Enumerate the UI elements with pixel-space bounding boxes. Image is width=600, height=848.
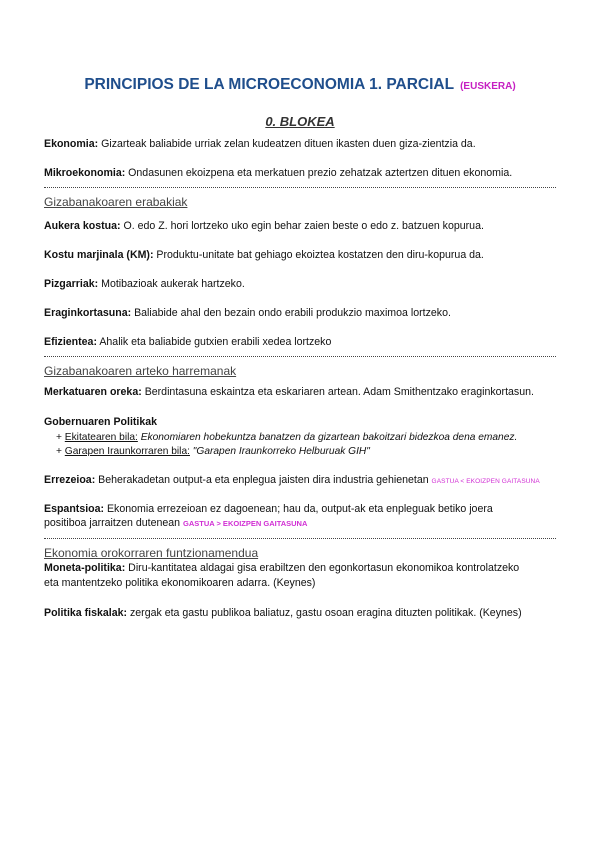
definition-moneta-politika [44,561,564,576]
block-heading: 0. BLOKEA [265,114,335,129]
definition-text: O. edo Z. hori lortzeko uko egin behar zaien beste o edo z. batzuen kopurua. [120,220,484,232]
title-text: PRINCIPIOS DE LA MICROECONOMIA 1. PARCIAL [84,76,454,93]
note-label: GASTUA > EKOIZPEN GAITASUNA [183,519,308,528]
term: Efizientea: [44,336,97,348]
bullet-item [56,445,370,458]
definition-text: Baliabide ahal den bezain ondo erabili produkzio maximoa lortzeko. [131,307,451,319]
definition-text: Beherakadetan output-a eta enplegua jaisten dira industria gehienetan [95,474,432,486]
definition-errezeioa [44,473,564,489]
term: Kostu marjinala (KM): [44,249,154,261]
bullet-item [56,431,517,444]
bullet-marker: + [56,446,62,457]
term: Aukera kostua: [44,220,121,232]
section-heading: Gizabanakoaren arteko harremanak [44,364,237,378]
definition-espantsioa [44,502,564,517]
bullet-label: Ekitatearen bila: [64,432,138,443]
page-title [0,76,600,94]
definition-text: Gizarteak baliabide urriak zelan kudeatzen dituen ikasten duen giza-zientzia da. [98,138,476,150]
divider [44,187,556,188]
definition-efizientea [44,335,564,350]
definition-text: Ondasunen ekoizpena eta merkatuen prezio zehatzak aztertzen dituen ekonomia. [125,167,513,179]
subheading-gobernuaren-politikak [44,415,564,430]
definition-text: eta mantentzeko politika ekonomikoaren adarra. (Keynes) [44,577,316,589]
definition-espantsioa-cont [44,516,564,531]
definition-eraginkortasuna [44,306,564,321]
definition-text: zergak eta gastu publikoa baliatuz, gastu osoan eragina dituzten politikak. (Keynes) [127,607,522,619]
title-tag: (EUSKERA) [460,81,516,92]
definition-moneta-politika-cont [44,576,564,591]
term: Merkatuaren oreka: [44,386,142,398]
bullet-text: "Garapen Iraunkorreko Helburuak GIH" [189,446,370,457]
definition-kostu-marjinala [44,248,564,263]
note-label: GASTUA < EKOIZPEN GAITASUNA [431,478,540,485]
definition-text: Ekonomia errezeioan ez dagoenean; hau da, output-ak eta enpleguak betiko joera [104,503,493,515]
term: Eraginkortasuna: [44,307,132,319]
term: Ekonomia: [44,138,99,150]
term: Pizgarriak: [44,278,99,290]
term: Espantsioa: [44,503,105,515]
definition-politika-fiskalak [44,606,564,621]
bullet-label: Garapen Iraunkorraren bila: [64,446,190,457]
definition-pizgarriak [44,277,564,292]
definition-text: Diru-kantitatea aldagai gisa erabiltzen den egonkortasun ekonomikoa kontrolatzeko [125,562,520,574]
definition-text: positiboa jarraitzen dutenean [44,517,183,529]
definition-text: Ahalik eta baliabide gutxien erabili xedea lortzeko [96,336,332,348]
term: Mikroekonomia: [44,167,126,179]
subheading: Gobernuaren Politikak [44,416,158,428]
definition-ekonomia [44,137,564,152]
bullet-marker: + [56,432,62,443]
divider [44,538,556,539]
section-heading: Gizabanakoaren erabakiak [44,195,188,209]
definition-text: Motibazioak aukerak hartzeko. [98,278,245,290]
definition-aukera-kostua [44,219,564,234]
term: Politika fiskalak: [44,607,128,619]
definition-text: Produktu-unitate bat gehiago ekoiztea kostatzen den diru-kopurua da. [153,249,484,261]
bullet-text: Ekonomiaren hobekuntza banatzen da gizartean bakoitzari bidezkoa dena emanez. [137,432,518,443]
definition-text: Berdintasuna eskaintza eta eskariaren artean. Adam Smithentzako eraginkortasun. [141,386,534,398]
definition-merkatuaren-oreka [44,385,564,400]
term: Errezeioa: [44,474,96,486]
definition-mikroekonomia [44,166,564,181]
section-heading: Ekonomia orokorraren funtzionamendua [44,546,259,560]
term: Moneta-politika: [44,562,126,574]
divider [44,356,556,357]
